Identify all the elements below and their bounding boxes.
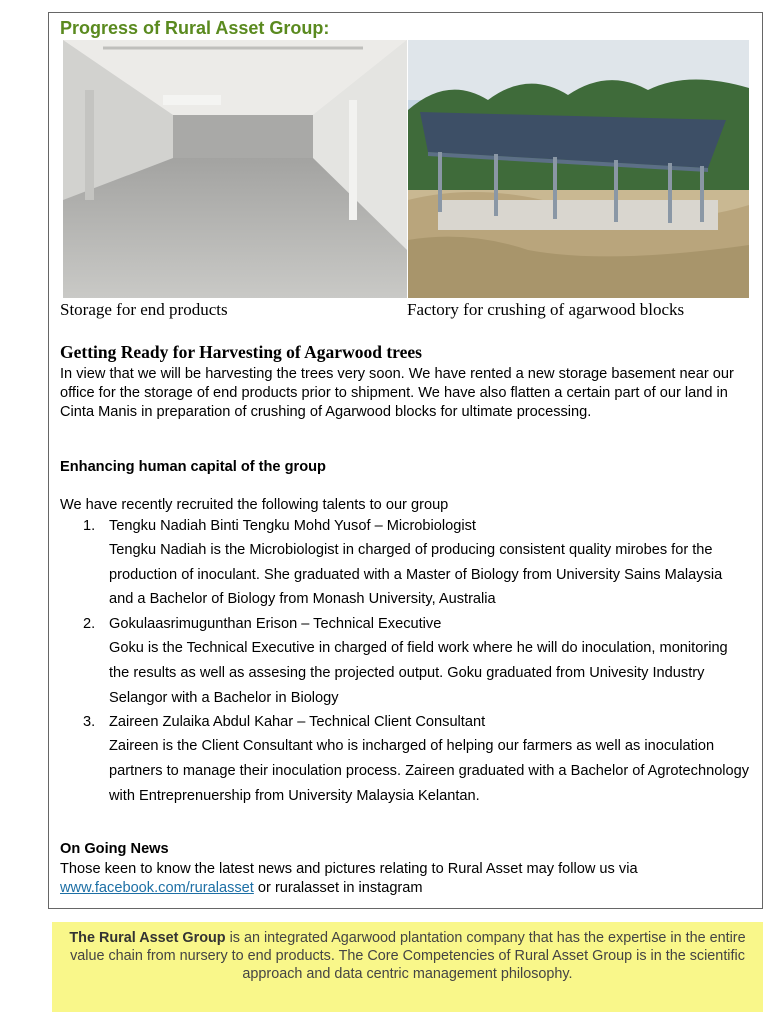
talents-intro: We have recently recruited the following talents to our group	[60, 497, 449, 513]
company-name: The Rural Asset Group	[69, 930, 226, 946]
company-summary: is an integrated Agarwood plantation company that has the expertise in the entire value chain from nursery to end products. The Core Competencies of Rural Asset Group is in the scientific approach and data centric management philosophy.	[70, 930, 746, 982]
harvest-heading: Getting Ready for Harvesting of Agarwood trees	[60, 342, 422, 362]
storage-caption: Storage for end products	[60, 300, 228, 319]
talent-description: Goku is the Technical Executive in charged of field work where he will do inoculation, monitoring the results as well as assesing the projected output. Goku graduated from Univesity Industry Selangor with a Bachelor in Biology	[109, 640, 728, 706]
factory-photo	[408, 40, 749, 298]
talent-number: 1.	[83, 518, 96, 534]
talent-name: Gokulaasrimugunthan Erison – Technical Executive	[109, 616, 442, 633]
talent-name: Tengku Nadiah Binti Tengku Mohd Yusof – Microbiologist	[109, 518, 476, 534]
factory-caption: Factory for crushing of agarwood blocks	[407, 300, 685, 319]
talent-name: Zaireen Zulaika Abdul Kahar – Technical Client Consultant	[109, 714, 486, 731]
talent-description: Zaireen is the Client Consultant who is incharged of helping our farmers as well as inoculation partners to manage their inoculation process. Zaireen graduated with a Bachelor of Agrotechnology with Entreprenuership from University Malaysia Kelantan.	[109, 738, 750, 804]
talent-item	[60, 514, 750, 612]
talent-description: Tengku Nadiah is the Microbiologist in charged of producing consistent quality mirobes for the production of inoculant. She graduated with a Master of Biology from University Sains Malaysia and a Bachelor of Biology from Monash University, Australia	[109, 542, 723, 608]
news-heading: On Going News	[60, 841, 169, 857]
human-capital-heading: Enhancing human capital of the group	[60, 459, 326, 475]
talent-number: 3.	[83, 714, 96, 731]
talent-number: 2.	[83, 616, 96, 633]
talent-item	[60, 710, 750, 808]
company-summary-box	[52, 922, 763, 1012]
talent-list	[60, 514, 750, 808]
talent-item	[60, 612, 750, 710]
news-text-after-link: or ruralasset in instagram	[253, 880, 423, 896]
news-paragraph	[60, 860, 756, 898]
harvest-paragraph: In view that we will be harvesting the trees very soon. We have rented a new storage basement near our office for the storage of end products prior to shipment. We have also flatten a certain part of our land in Cinta Manis in preparation of crushing of Agarwood blocks for ultimate processing.	[60, 366, 734, 420]
storage-photo	[63, 40, 407, 298]
page-title: Progress of Rural Asset Group:	[60, 18, 330, 38]
facebook-link[interactable]: www.facebook.com/ruralasset	[60, 880, 254, 896]
news-text: Those keen to know the latest news and pictures relating to Rural Asset may follow us via	[60, 861, 638, 877]
